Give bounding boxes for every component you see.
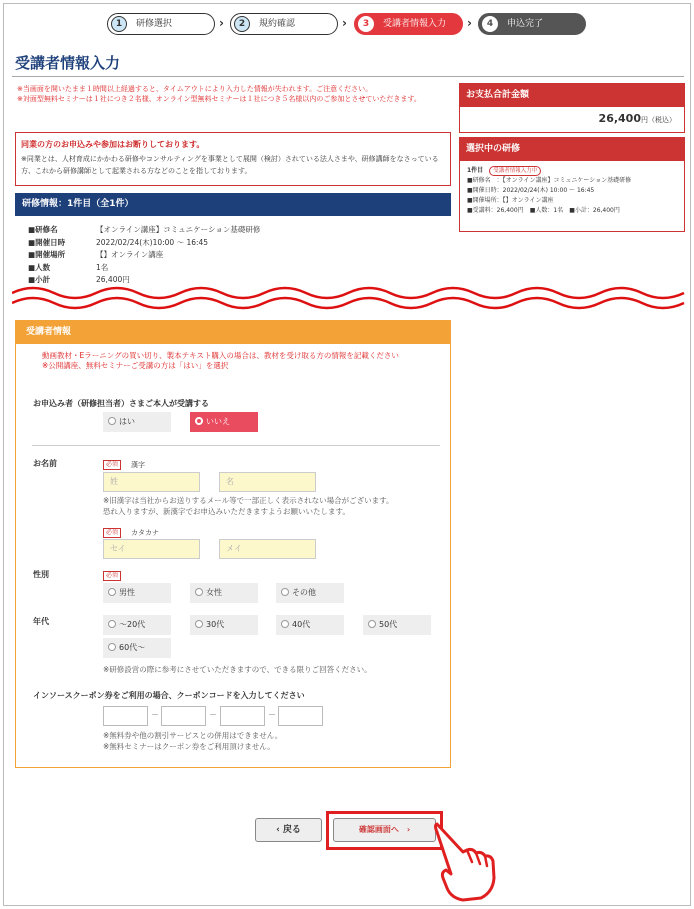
age-20s-radio[interactable] <box>103 615 171 635</box>
female-label: 女性 <box>206 588 222 597</box>
age-note: ※研修設営の際に参考にさせていただきますので、できる限りご回答ください。 <box>103 665 372 674</box>
course-info-row <box>28 262 428 275</box>
pointing-hand-icon <box>433 820 499 902</box>
selected-people: ■人数：1名 <box>529 207 564 214</box>
course-info-row <box>28 249 428 262</box>
step-1 <box>107 13 215 35</box>
total-heading: お支払合計金額 <box>460 84 684 107</box>
info-key: ■開催場所 <box>28 250 66 259</box>
coupon-code-input-1[interactable] <box>103 706 148 726</box>
step-1-label: 研修選択 <box>136 19 173 29</box>
last-name-kanji-input[interactable]: 姓 <box>103 472 200 492</box>
name-label: お名前 <box>33 459 57 468</box>
warning-body: ※同業とは、人材育成にかかわる研修やコンサルティングを事業として展開（検討）されている法人さまや、研修講師をなさっている方、これから研修講師として起業される方などのことを指しております。 <box>21 155 439 175</box>
required-badge: 必須 <box>103 460 121 470</box>
course-info-row <box>28 237 428 250</box>
age-option-label: ～20代 <box>119 620 146 629</box>
self-attend-yes-radio[interactable] <box>103 412 171 432</box>
coupon-code-input-4[interactable] <box>278 706 323 726</box>
age-option-label: 50代 <box>379 620 398 629</box>
step-1-number: 1 <box>111 16 127 32</box>
male-label: 男性 <box>119 588 135 597</box>
age-option-label: 40代 <box>292 620 311 629</box>
step-2-label: 規約確認 <box>259 19 296 29</box>
form-intro-2: ※公開講座、無料セミナーご受講の方は「はい」を選択 <box>42 361 229 370</box>
selected-fee: ■受講料：26,400円 <box>467 207 524 214</box>
chevron-right-icon: › <box>342 16 347 30</box>
radio-icon <box>368 620 376 628</box>
coupon-note-1: ※無料券や他の割引サービスとの併用はできません。 <box>103 731 283 740</box>
gender-male-radio[interactable] <box>103 583 171 603</box>
selected-course-panel <box>459 137 685 232</box>
course-info <box>28 224 428 287</box>
other-label: その他 <box>292 588 316 597</box>
timeout-notice <box>17 84 449 104</box>
page-title: 受講者情報入力 <box>15 54 121 72</box>
step-4 <box>478 13 586 35</box>
chevron-right-icon: › <box>219 16 224 30</box>
gender-other-radio[interactable] <box>276 583 344 603</box>
coupon-label: インソースクーポン券をご利用の場合、クーポンコードを入力してください <box>33 691 305 700</box>
age-60s-radio[interactable] <box>103 638 171 658</box>
kanji-note-1: ※旧漢字は当社からお送りするメール等で一部正しく表示されない場合がございます。 <box>103 496 394 505</box>
kanji-note <box>103 495 443 517</box>
step-3-number: 3 <box>358 16 374 32</box>
age-30s-radio[interactable] <box>190 615 258 635</box>
info-value: 【】オンライン講座 <box>96 250 164 259</box>
title-divider <box>12 76 684 77</box>
radio-icon <box>108 417 116 425</box>
radio-icon <box>108 588 116 596</box>
required-badge: 必須 <box>103 571 121 581</box>
course-info-row <box>28 224 428 237</box>
info-key: ■開催日時 <box>28 237 66 247</box>
confirm-button[interactable]: 確認画面へ › <box>333 818 436 842</box>
coupon-dash: － <box>151 710 159 719</box>
coupon-note <box>103 730 443 752</box>
info-value: 1名 <box>96 262 109 272</box>
selected-body <box>460 161 684 221</box>
step-2 <box>230 13 338 35</box>
step-3 <box>354 13 463 35</box>
radio-icon <box>195 620 203 628</box>
self-attend-question: お申込み者（研修担当者）さまご本人が受講する <box>33 399 209 408</box>
required-badge: 必須 <box>103 528 121 538</box>
progress-steps <box>103 13 593 35</box>
status-badge: 受講者情報入力中 <box>489 166 541 176</box>
radio-icon <box>281 620 289 628</box>
age-40s-radio[interactable] <box>276 615 344 635</box>
first-name-kana-input[interactable]: メイ <box>219 539 316 559</box>
notice-line-1: ※当画面を開いたまま１時間以上経過すると、タイムアウトにより入力した情報が失われます。ご注意ください。 <box>17 85 373 93</box>
step-4-number: 4 <box>482 16 498 32</box>
kanji-label: 漢字 <box>131 461 145 469</box>
radio-icon <box>108 620 116 628</box>
total-amount: 26,400 <box>598 112 641 125</box>
gender-female-radio[interactable] <box>190 583 258 603</box>
total-unit: 円（税込） <box>641 116 676 124</box>
katakana-label: カタカナ <box>131 529 159 537</box>
form-divider <box>32 445 440 446</box>
form-intro <box>42 351 432 371</box>
radio-icon <box>281 588 289 596</box>
yes-label: はい <box>119 417 135 426</box>
total-amount-panel <box>459 83 685 133</box>
wave-divider <box>12 285 686 311</box>
self-attend-no-radio[interactable] <box>190 412 258 432</box>
notice-line-2: ※対面型無料セミナーは１社につき２名様、オンライン型無料セミナーは１社につき５名様以内のご参加とさせていただきます。 <box>17 95 421 103</box>
selected-course-fees <box>467 206 677 216</box>
selected-subtotal: ■小計：26,400円 <box>569 207 620 214</box>
selected-count: 1件目 <box>467 167 484 174</box>
first-name-kanji-input[interactable]: 名 <box>219 472 316 492</box>
info-value: 2022/02/24(木)10:00 ～ 16:45 <box>96 237 209 247</box>
selected-count-row <box>467 166 677 176</box>
age-option-label: 30代 <box>206 620 225 629</box>
info-key: ■小計 <box>28 275 51 284</box>
coupon-note-2: ※無料セミナーはクーポン券をご利用頂けません。 <box>103 742 275 751</box>
age-label: 年代 <box>33 617 49 626</box>
coupon-dash: － <box>209 710 217 719</box>
age-50s-radio[interactable] <box>363 615 431 635</box>
age-option-label: 60代～ <box>119 643 146 652</box>
step-4-label: 申込完了 <box>507 19 544 29</box>
competitor-warning-box <box>15 132 451 186</box>
selected-course-place: ■開催場所：【】オンライン講座 <box>467 197 554 204</box>
selected-course-date: ■開催日時：2022/02/24(木) 10:00 ～ 16:45 <box>467 187 595 194</box>
info-value: 26,400円 <box>96 275 130 284</box>
kanji-note-2: 恐れ入りますが、新漢字でお申込みいただきますようお願いいたします。 <box>103 507 350 516</box>
info-key: ■人数 <box>28 262 51 272</box>
warning-heading: 同業の方のお申込みや参加はお断りしております。 <box>21 140 205 149</box>
coupon-code-input-3[interactable] <box>220 706 265 726</box>
course-info-bar: 研修情報：1件目（全1件） <box>15 193 451 216</box>
no-label: いいえ <box>206 417 230 426</box>
last-name-kana-input[interactable]: セイ <box>103 539 200 559</box>
coupon-code-input-2[interactable] <box>161 706 206 726</box>
info-key: ■研修名 <box>28 225 58 234</box>
highlight-box <box>326 811 443 850</box>
back-button[interactable]: ‹ 戻る <box>255 818 322 842</box>
coupon-dash: － <box>268 710 276 719</box>
selected-heading: 選択中の研修 <box>460 138 684 161</box>
radio-icon <box>108 643 116 651</box>
radio-icon <box>195 588 203 596</box>
gender-label: 性別 <box>33 570 49 579</box>
radio-icon <box>195 417 203 425</box>
step-2-number: 2 <box>234 16 250 32</box>
form-intro-1: 動画教材・Eラーニングの買い切り、製本テキスト購入の場合は、教材を受け取る方の情報を記載ください <box>42 351 399 360</box>
form-heading: 受講者情報 <box>16 321 450 344</box>
total-value <box>460 107 684 132</box>
step-3-label: 受講者情報入力 <box>383 19 447 29</box>
info-value: 【オンライン講座】コミュニケーション基礎研修 <box>96 225 261 234</box>
chevron-right-icon: › <box>467 16 472 30</box>
selected-course-name: ■研修名 ：【オンライン講座】コミュニケーション基礎研修 <box>467 177 632 184</box>
